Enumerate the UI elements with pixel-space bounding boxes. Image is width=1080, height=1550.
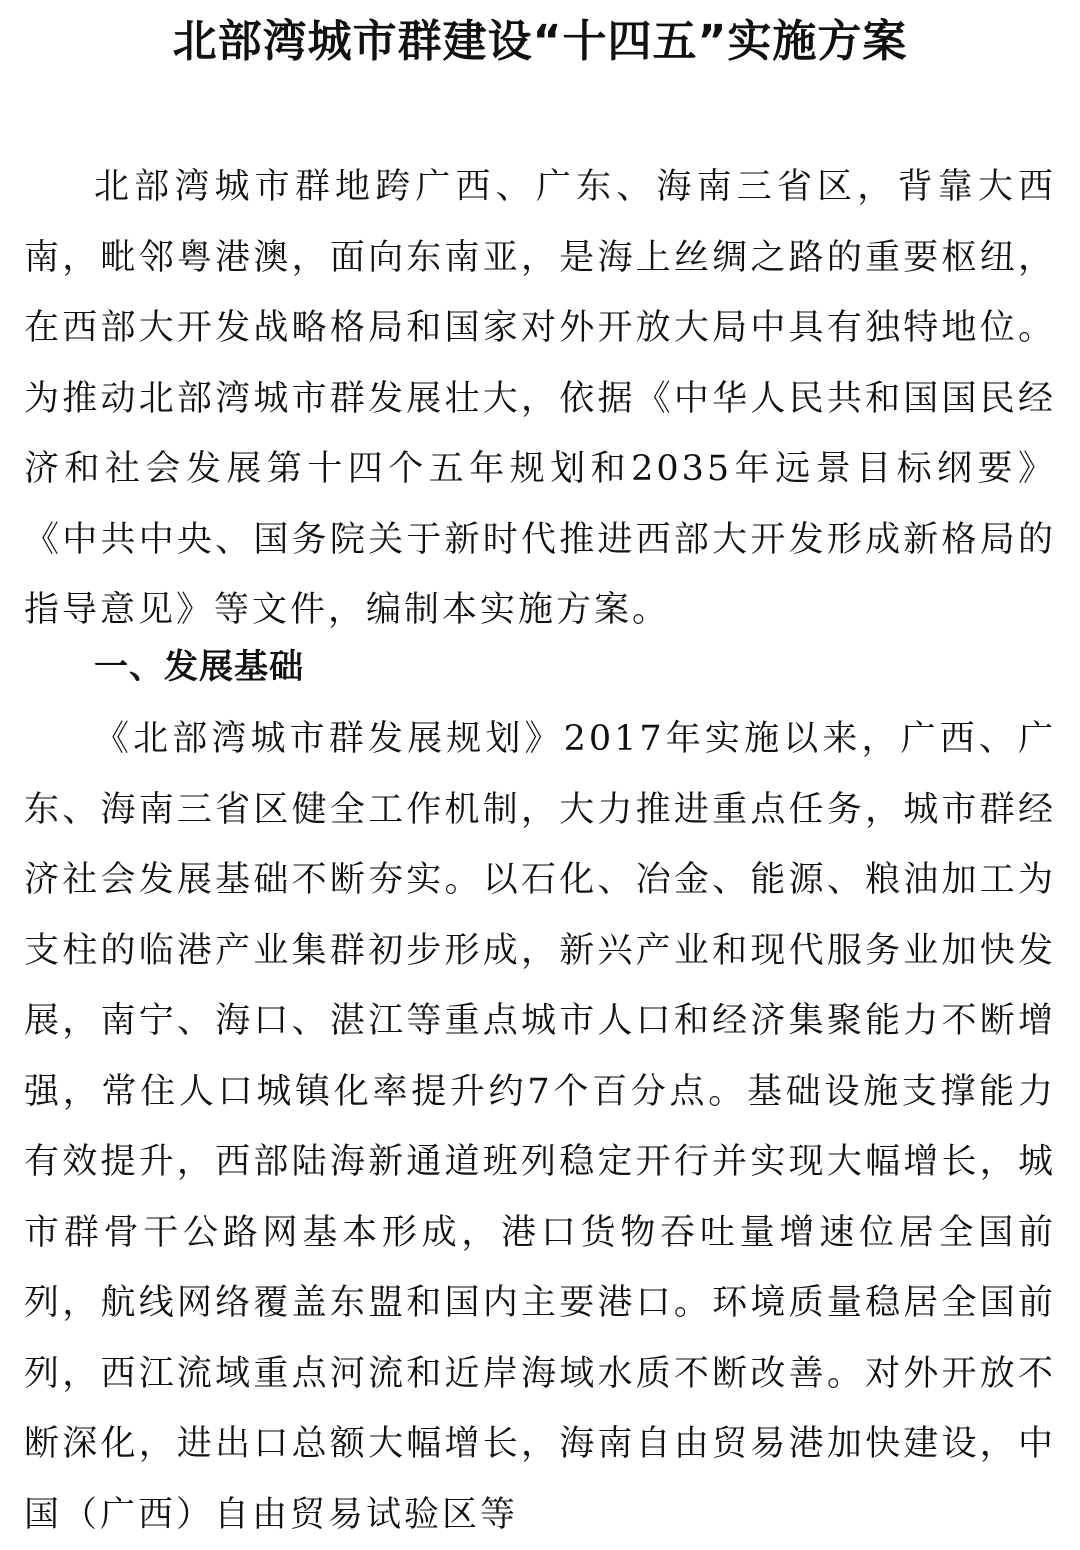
- section-paragraph-development-basis: 《北部湾城市群发展规划》2017年实施以来，广西、广东、海南三省区健全工作机制，大力推进重点任务，城市群经济社会发展基础不断夯实。以石化、冶金、能源、粮油加工为支柱的临港产业集群初步形成，新兴产业和现代服务业加快发展，南宁、海口、湛江等重点城市人口和经济集聚能力不断增强，常住人口城镇化率提升约7个百分点。基础设施支撑能力有效提升，西部陆海新通道班列稳定开行并实现大幅增长，城市群骨干公路网基本形成，港口货物吞吐量增速位居全国前列，航线网络覆盖东盟和国内主要港口。环境质量稳居全国前列，西江流域重点河流和近岸海域水质不断改善。对外开放不断深化，进出口总额大幅增长，海南自由贸易港加快建设，中国（广西）自由贸易试验区等: [24, 719, 1056, 1535]
- section-heading-development-basis: 一、发展基础: [94, 647, 304, 687]
- document-title: 北部湾城市群建设“十四五”实施方案: [172, 16, 908, 67]
- intro-paragraph: 北部湾城市群地跨广西、广东、海南三省区，背靠大西南，毗邻粤港澳，面向东南亚，是海上丝绸之路的重要枢纽，在西部大开发战略格局和国家对外开放大局中具有独特地位。为推动北部湾城市群发展壮大，依据《中华人民共和国国民经济和社会发展第十四个五年规划和2035年远景目标纲要》《中共中央、国务院关于新时代推进西部大开发形成新格局的指导意见》等文件，编制本实施方案。: [24, 167, 1056, 630]
